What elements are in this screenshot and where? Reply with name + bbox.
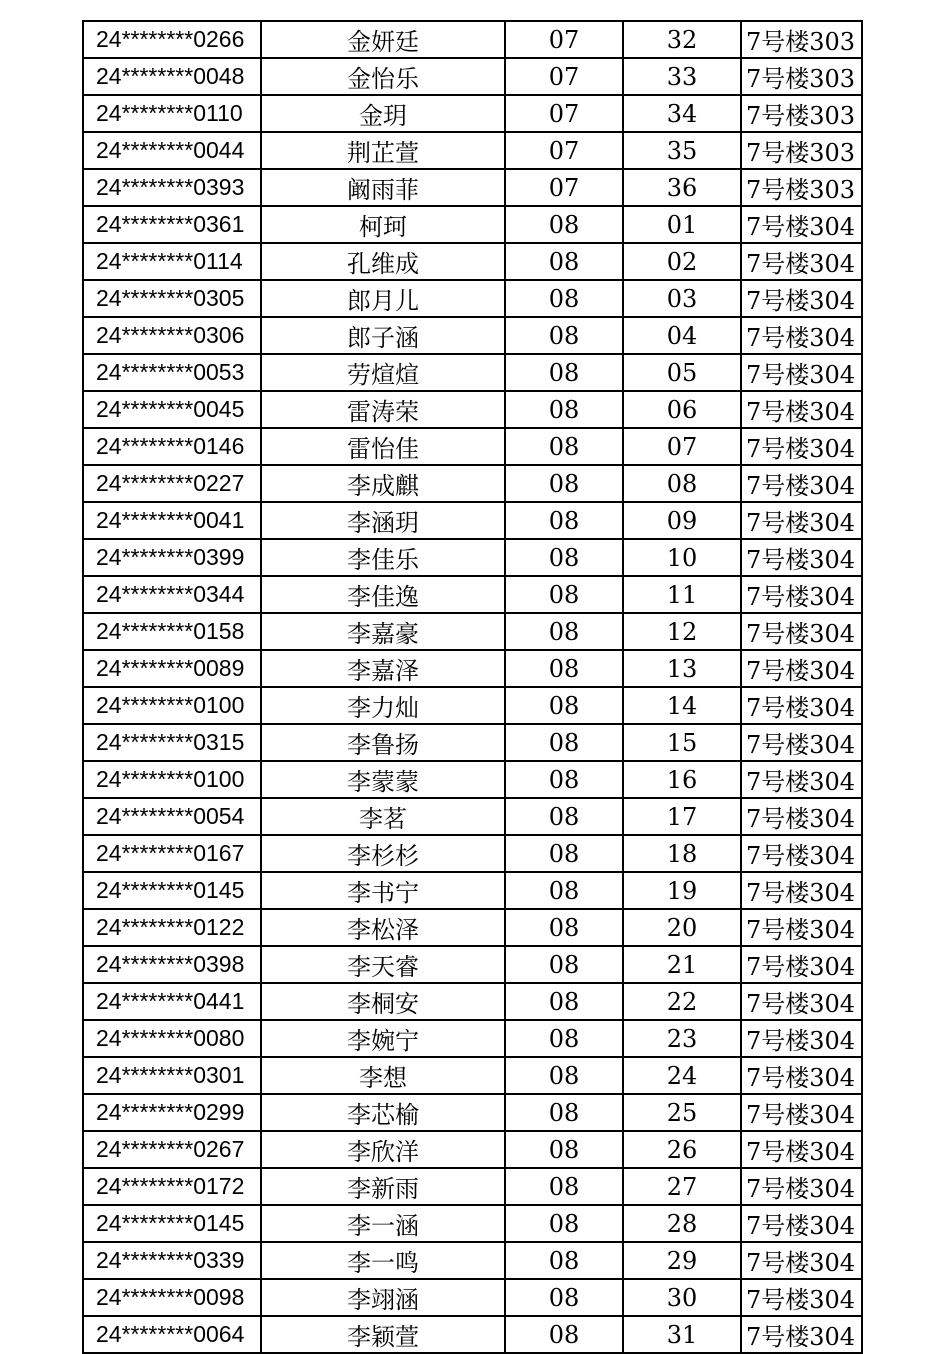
- class-number-cell: 08: [505, 317, 623, 354]
- table-row: [83, 1131, 862, 1168]
- seat-number-cell: 12: [623, 613, 741, 650]
- class-number-cell: 08: [505, 502, 623, 539]
- table-row: [83, 613, 862, 650]
- student-id-cell: 24********0167: [83, 835, 261, 872]
- student-name-cell: 金妍廷: [261, 21, 505, 58]
- seat-number-cell: 19: [623, 872, 741, 909]
- student-name-cell: 李新雨: [261, 1168, 505, 1205]
- table-row: [83, 946, 862, 983]
- class-number-cell: 08: [505, 576, 623, 613]
- table-row: [83, 1316, 862, 1353]
- seat-number-cell: 05: [623, 354, 741, 391]
- student-id-cell: 24********0315: [83, 724, 261, 761]
- class-number-cell: 08: [505, 1205, 623, 1242]
- class-number-cell: 07: [505, 58, 623, 95]
- seat-number-cell: 01: [623, 206, 741, 243]
- table-row: [83, 280, 862, 317]
- table-row: [83, 983, 862, 1020]
- table-row: [83, 1205, 862, 1242]
- student-id-cell: 24********0267: [83, 1131, 261, 1168]
- exam-room-cell: 7号楼303: [741, 21, 862, 58]
- class-number-cell: 08: [505, 909, 623, 946]
- student-id-cell: 24********0045: [83, 391, 261, 428]
- class-number-cell: 08: [505, 280, 623, 317]
- class-number-cell: 08: [505, 1168, 623, 1205]
- class-number-cell: 08: [505, 1094, 623, 1131]
- student-id-cell: 24********0110: [83, 95, 261, 132]
- student-id-cell: 24********0339: [83, 1242, 261, 1279]
- exam-room-cell: 7号楼303: [741, 58, 862, 95]
- student-id-cell: 24********0044: [83, 132, 261, 169]
- seat-number-cell: 20: [623, 909, 741, 946]
- table-row: [83, 1279, 862, 1316]
- table-row: [83, 1057, 862, 1094]
- class-number-cell: 08: [505, 1057, 623, 1094]
- student-id-cell: 24********0172: [83, 1168, 261, 1205]
- seat-number-cell: 13: [623, 650, 741, 687]
- class-number-cell: 08: [505, 1279, 623, 1316]
- student-id-cell: 24********0053: [83, 354, 261, 391]
- class-number-cell: 08: [505, 539, 623, 576]
- seat-number-cell: 23: [623, 1020, 741, 1057]
- student-name-cell: 李婉宁: [261, 1020, 505, 1057]
- seat-number-cell: 24: [623, 1057, 741, 1094]
- class-number-cell: 08: [505, 465, 623, 502]
- student-id-cell: 24********0266: [83, 21, 261, 58]
- seat-number-cell: 22: [623, 983, 741, 1020]
- student-id-cell: 24********0146: [83, 428, 261, 465]
- exam-room-cell: 7号楼304: [741, 1205, 862, 1242]
- student-id-cell: 24********0441: [83, 983, 261, 1020]
- student-id-cell: 24********0301: [83, 1057, 261, 1094]
- seat-number-cell: 03: [623, 280, 741, 317]
- class-number-cell: 08: [505, 1131, 623, 1168]
- table-row: [83, 243, 862, 280]
- class-number-cell: 07: [505, 21, 623, 58]
- table-row: [83, 724, 862, 761]
- student-name-cell: 金玥: [261, 95, 505, 132]
- class-number-cell: 08: [505, 243, 623, 280]
- table-row: [83, 539, 862, 576]
- class-number-cell: 08: [505, 1020, 623, 1057]
- table-row: [83, 909, 862, 946]
- seat-number-cell: 35: [623, 132, 741, 169]
- exam-room-cell: 7号楼304: [741, 428, 862, 465]
- student-id-cell: 24********0344: [83, 576, 261, 613]
- class-number-cell: 08: [505, 650, 623, 687]
- student-id-cell: 24********0361: [83, 206, 261, 243]
- student-name-cell: 李茗: [261, 798, 505, 835]
- table-row: [83, 132, 862, 169]
- seat-number-cell: 11: [623, 576, 741, 613]
- student-name-cell: 李一涵: [261, 1205, 505, 1242]
- seat-number-cell: 07: [623, 428, 741, 465]
- student-id-cell: 24********0145: [83, 1205, 261, 1242]
- exam-room-cell: 7号楼304: [741, 761, 862, 798]
- class-number-cell: 07: [505, 132, 623, 169]
- student-id-cell: 24********0054: [83, 798, 261, 835]
- student-name-cell: 李桐安: [261, 983, 505, 1020]
- exam-room-cell: 7号楼304: [741, 1168, 862, 1205]
- seat-number-cell: 08: [623, 465, 741, 502]
- exam-room-cell: 7号楼303: [741, 169, 862, 206]
- exam-room-cell: 7号楼304: [741, 1131, 862, 1168]
- table-row: [83, 1020, 862, 1057]
- seat-number-cell: 16: [623, 761, 741, 798]
- table-row: [83, 206, 862, 243]
- exam-room-cell: 7号楼304: [741, 317, 862, 354]
- exam-room-cell: 7号楼304: [741, 1279, 862, 1316]
- exam-room-cell: 7号楼304: [741, 798, 862, 835]
- exam-room-cell: 7号楼304: [741, 243, 862, 280]
- seat-number-cell: 17: [623, 798, 741, 835]
- table-row: [83, 798, 862, 835]
- table-row: [83, 95, 862, 132]
- student-id-cell: 24********0306: [83, 317, 261, 354]
- table-row: [83, 1168, 862, 1205]
- class-number-cell: 08: [505, 354, 623, 391]
- student-name-cell: 李翊涵: [261, 1279, 505, 1316]
- seat-number-cell: 27: [623, 1168, 741, 1205]
- exam-room-cell: 7号楼304: [741, 1057, 862, 1094]
- seat-number-cell: 33: [623, 58, 741, 95]
- seat-number-cell: 04: [623, 317, 741, 354]
- student-id-cell: 24********0041: [83, 502, 261, 539]
- class-number-cell: 07: [505, 169, 623, 206]
- student-name-cell: 柯珂: [261, 206, 505, 243]
- student-id-cell: 24********0114: [83, 243, 261, 280]
- student-name-cell: 郎月儿: [261, 280, 505, 317]
- seat-number-cell: 30: [623, 1279, 741, 1316]
- student-name-cell: 李佳乐: [261, 539, 505, 576]
- student-id-cell: 24********0048: [83, 58, 261, 95]
- student-name-cell: 李力灿: [261, 687, 505, 724]
- seat-number-cell: 06: [623, 391, 741, 428]
- exam-room-cell: 7号楼304: [741, 983, 862, 1020]
- table-row: [83, 428, 862, 465]
- exam-room-cell: 7号楼304: [741, 391, 862, 428]
- table-row: [83, 21, 862, 58]
- seat-number-cell: 14: [623, 687, 741, 724]
- class-number-cell: 08: [505, 428, 623, 465]
- student-name-cell: 雷怡佳: [261, 428, 505, 465]
- student-name-cell: 李芯榆: [261, 1094, 505, 1131]
- student-id-cell: 24********0305: [83, 280, 261, 317]
- class-number-cell: 08: [505, 724, 623, 761]
- exam-room-cell: 7号楼304: [741, 206, 862, 243]
- student-id-cell: 24********0398: [83, 946, 261, 983]
- table-row: [83, 761, 862, 798]
- exam-room-cell: 7号楼304: [741, 613, 862, 650]
- exam-room-cell: 7号楼304: [741, 835, 862, 872]
- class-number-cell: 08: [505, 1242, 623, 1279]
- student-id-cell: 24********0098: [83, 1279, 261, 1316]
- exam-room-cell: 7号楼304: [741, 539, 862, 576]
- student-name-cell: 李嘉豪: [261, 613, 505, 650]
- student-name-cell: 李书宁: [261, 872, 505, 909]
- table-row: [83, 317, 862, 354]
- seat-number-cell: 29: [623, 1242, 741, 1279]
- seat-number-cell: 31: [623, 1316, 741, 1353]
- class-number-cell: 08: [505, 798, 623, 835]
- seat-number-cell: 32: [623, 21, 741, 58]
- student-name-cell: 郎子涵: [261, 317, 505, 354]
- table-row: [83, 354, 862, 391]
- exam-seating-table: [82, 20, 863, 1354]
- student-name-cell: 李松泽: [261, 909, 505, 946]
- class-number-cell: 08: [505, 983, 623, 1020]
- student-name-cell: 李佳逸: [261, 576, 505, 613]
- seat-number-cell: 28: [623, 1205, 741, 1242]
- exam-room-cell: 7号楼304: [741, 724, 862, 761]
- student-id-cell: 24********0089: [83, 650, 261, 687]
- exam-room-cell: 7号楼304: [741, 280, 862, 317]
- exam-room-cell: 7号楼304: [741, 576, 862, 613]
- seat-number-cell: 09: [623, 502, 741, 539]
- seat-number-cell: 34: [623, 95, 741, 132]
- class-number-cell: 08: [505, 761, 623, 798]
- exam-room-cell: 7号楼304: [741, 1316, 862, 1353]
- student-id-cell: 24********0393: [83, 169, 261, 206]
- class-number-cell: 08: [505, 391, 623, 428]
- exam-room-cell: 7号楼304: [741, 1094, 862, 1131]
- student-id-cell: 24********0145: [83, 872, 261, 909]
- student-name-cell: 李想: [261, 1057, 505, 1094]
- student-name-cell: 李一鸣: [261, 1242, 505, 1279]
- table-body: [83, 21, 862, 1353]
- seat-number-cell: 10: [623, 539, 741, 576]
- exam-room-cell: 7号楼303: [741, 95, 862, 132]
- exam-room-cell: 7号楼304: [741, 650, 862, 687]
- student-id-cell: 24********0122: [83, 909, 261, 946]
- student-name-cell: 荆芷萱: [261, 132, 505, 169]
- student-name-cell: 李成麒: [261, 465, 505, 502]
- student-name-cell: 李蒙蒙: [261, 761, 505, 798]
- exam-room-cell: 7号楼304: [741, 872, 862, 909]
- table-row: [83, 1242, 862, 1279]
- student-id-cell: 24********0100: [83, 687, 261, 724]
- student-id-cell: 24********0064: [83, 1316, 261, 1353]
- exam-room-cell: 7号楼303: [741, 132, 862, 169]
- table-row: [83, 391, 862, 428]
- exam-room-cell: 7号楼304: [741, 946, 862, 983]
- student-id-cell: 24********0158: [83, 613, 261, 650]
- table-row: [83, 465, 862, 502]
- student-name-cell: 雷涛荣: [261, 391, 505, 428]
- class-number-cell: 08: [505, 946, 623, 983]
- class-number-cell: 07: [505, 95, 623, 132]
- student-id-cell: 24********0227: [83, 465, 261, 502]
- exam-room-cell: 7号楼304: [741, 354, 862, 391]
- seat-number-cell: 18: [623, 835, 741, 872]
- exam-room-cell: 7号楼304: [741, 1242, 862, 1279]
- seat-number-cell: 36: [623, 169, 741, 206]
- student-name-cell: 李涵玥: [261, 502, 505, 539]
- seat-number-cell: 25: [623, 1094, 741, 1131]
- seat-number-cell: 15: [623, 724, 741, 761]
- class-number-cell: 08: [505, 613, 623, 650]
- exam-room-cell: 7号楼304: [741, 687, 862, 724]
- student-name-cell: 劳煊煊: [261, 354, 505, 391]
- student-name-cell: 李天睿: [261, 946, 505, 983]
- exam-room-cell: 7号楼304: [741, 909, 862, 946]
- student-id-cell: 24********0100: [83, 761, 261, 798]
- class-number-cell: 08: [505, 206, 623, 243]
- student-id-cell: 24********0299: [83, 1094, 261, 1131]
- table-row: [83, 576, 862, 613]
- table-row: [83, 687, 862, 724]
- exam-room-cell: 7号楼304: [741, 502, 862, 539]
- seat-number-cell: 02: [623, 243, 741, 280]
- student-name-cell: 李杉杉: [261, 835, 505, 872]
- student-name-cell: 孔维成: [261, 243, 505, 280]
- student-id-cell: 24********0399: [83, 539, 261, 576]
- exam-room-cell: 7号楼304: [741, 1020, 862, 1057]
- table-row: [83, 835, 862, 872]
- seat-number-cell: 26: [623, 1131, 741, 1168]
- class-number-cell: 08: [505, 687, 623, 724]
- class-number-cell: 08: [505, 835, 623, 872]
- table-row: [83, 1094, 862, 1131]
- table-row: [83, 58, 862, 95]
- student-name-cell: 阚雨菲: [261, 169, 505, 206]
- table-row: [83, 502, 862, 539]
- student-name-cell: 李欣洋: [261, 1131, 505, 1168]
- class-number-cell: 08: [505, 1316, 623, 1353]
- table-row: [83, 650, 862, 687]
- student-name-cell: 李颖萱: [261, 1316, 505, 1353]
- class-number-cell: 08: [505, 872, 623, 909]
- table-row: [83, 872, 862, 909]
- student-name-cell: 李嘉泽: [261, 650, 505, 687]
- exam-room-cell: 7号楼304: [741, 465, 862, 502]
- student-name-cell: 金怡乐: [261, 58, 505, 95]
- seat-number-cell: 21: [623, 946, 741, 983]
- student-name-cell: 李鲁扬: [261, 724, 505, 761]
- table-row: [83, 169, 862, 206]
- student-id-cell: 24********0080: [83, 1020, 261, 1057]
